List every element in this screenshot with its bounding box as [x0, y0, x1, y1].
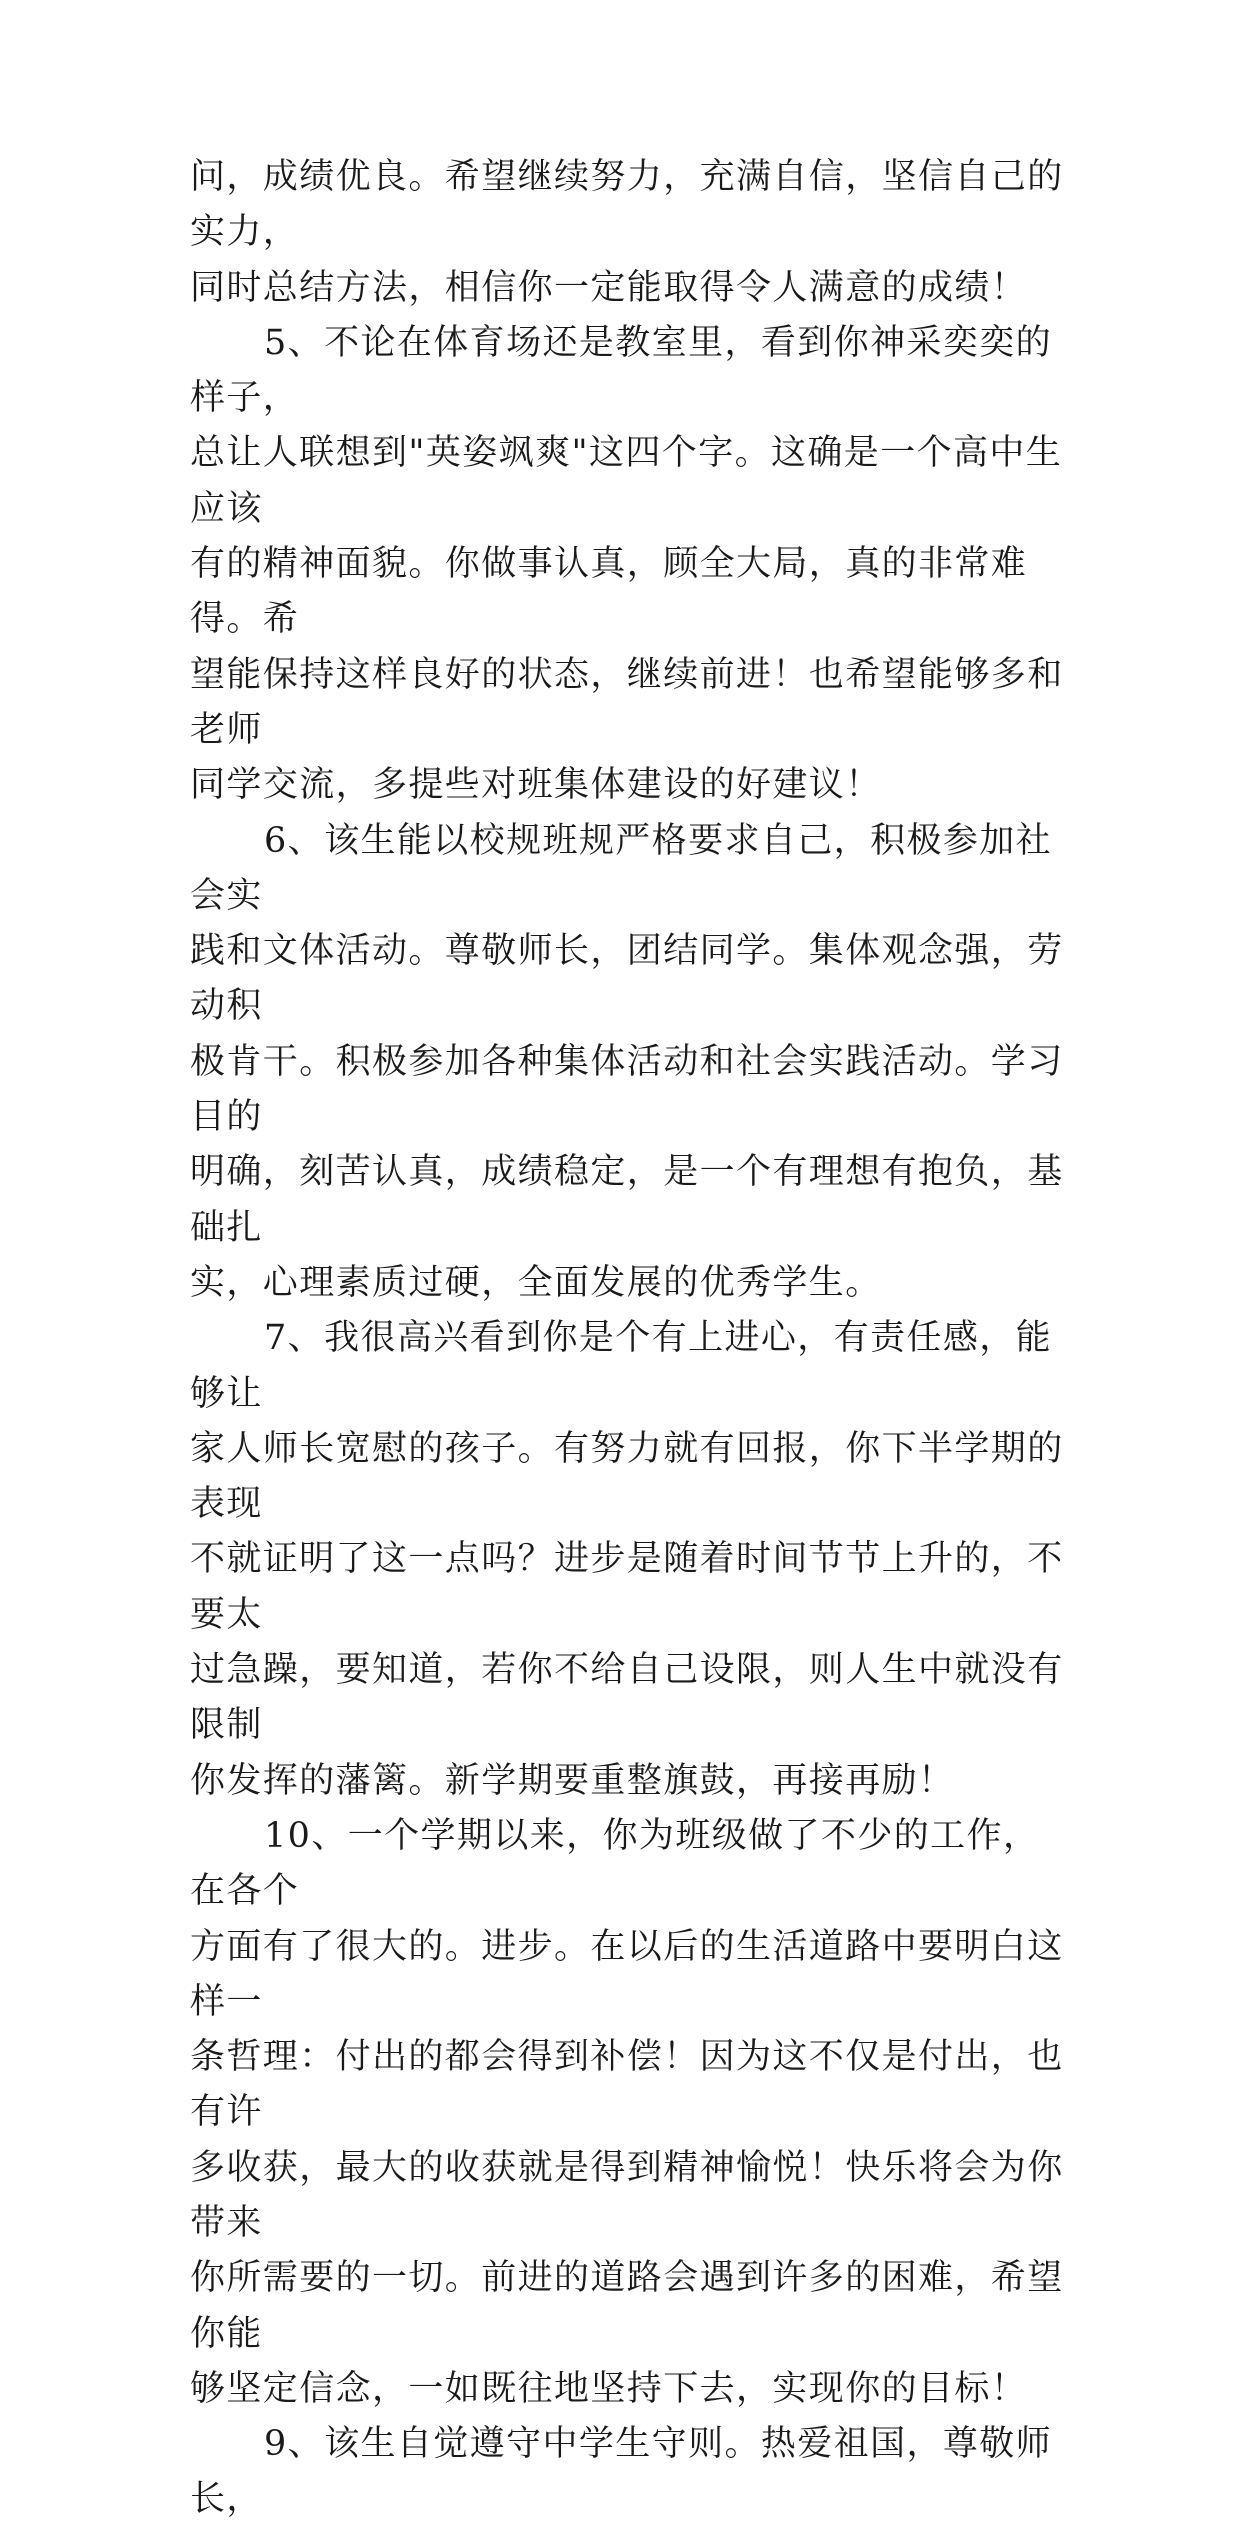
- text-line: 望能保持这样良好的状态，继续前进！也希望能够多和老师: [190, 654, 1064, 750]
- text-line: 明确，刻苦认真，成绩稳定，是一个有理想有抱负，基础扎: [190, 1152, 1064, 1248]
- text-line: 条哲理：付出的都会得到补偿！因为这不仅是付出，也有许: [190, 2037, 1064, 2133]
- paragraph-start-6: 6、该生能以校规班规严格要求自己，积极参加社会实: [190, 820, 1053, 916]
- text-line: 极肯干。积极参加各种集体活动和社会实践活动。学习目的: [190, 1041, 1064, 1138]
- text-line: 多收获，最大的收获就是得到精神愉悦！快乐将会为你带来: [190, 2147, 1064, 2243]
- text-line: 践和文体活动。尊敬师长，团结同学。集体观念强，劳动积: [190, 931, 1064, 1027]
- text-line: 不就证明了这一点吗？进步是随着时间节节上升的，不要太: [190, 1539, 1064, 1635]
- text-line: 过急躁，要知道，若你不给自己设限，则人生中就没有限制: [190, 1650, 1064, 1746]
- text-line: 有的精神面貌。你做事认真，顾全大局，真的非常难得。希: [190, 544, 1028, 640]
- paragraph-start-7: 7、我很高兴看到你是个有上进心，有责任感，能够让: [190, 1318, 1053, 1414]
- document-body: [190, 150, 1070, 2528]
- text-line: 问，成绩优良。希望继续努力，充满自信，坚信自己的实力，: [190, 157, 1064, 253]
- paragraph-start-10: 10、一个学期以来，你为班级做了不少的工作，在各个: [190, 1815, 1040, 1912]
- text-line: 同时总结方法，相信你一定能取得令人满意的成绩！: [190, 267, 1028, 308]
- paragraph-start-5: 5、不论在体育场还是教室里，看到你神采奕奕的样子，: [190, 322, 1053, 419]
- text-line: 总让人联想到"英姿飒爽"这四个字。这确是一个高中生应该: [190, 433, 1063, 529]
- text-line: 家人师长宽慰的孩子。有努力就有回报，你下半学期的表现: [190, 1428, 1064, 1525]
- text-line: 实，心理素质过硬，全面发展的优秀学生。: [190, 1262, 882, 1303]
- text-line: 够坚定信念，一如既往地坚持下去，实现你的目标！: [190, 2368, 1028, 2409]
- text-line: 你发挥的藩篱。新学期要重整旗鼓，再接再励！: [190, 1760, 955, 1801]
- paragraph-start-9: 9、该生自觉遵守中学生守则。热爱祖国，尊敬师长，: [190, 2424, 1053, 2520]
- text-line: 方面有了很大的。进步。在以后的生活道路中要明白这样一: [190, 1926, 1064, 2022]
- text-line: 你所需要的一切。前进的道路会遇到许多的困难，希望你能: [190, 2258, 1064, 2354]
- text-line: 同学交流，多提些对班集体建设的好建议！: [190, 765, 882, 806]
